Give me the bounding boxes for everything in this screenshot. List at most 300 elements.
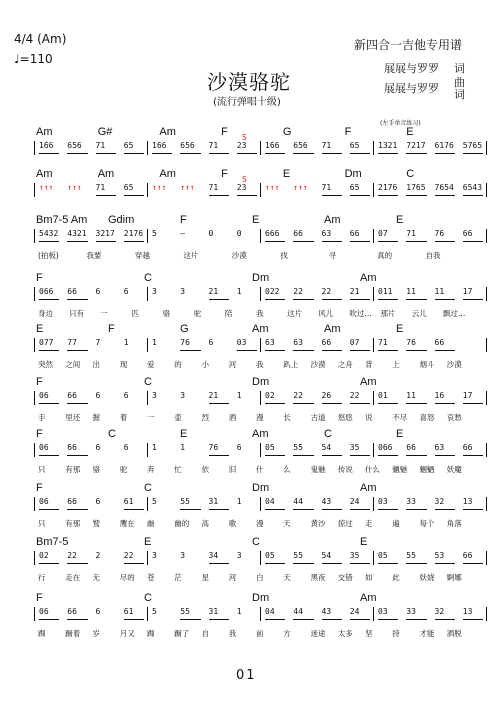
beam-line: [435, 350, 455, 351]
note-group: 66: [67, 391, 77, 400]
note-group: 666: [265, 229, 280, 238]
beam-line: [265, 153, 285, 154]
note-group: 3: [180, 551, 186, 560]
note-group: ↑↑↑: [293, 183, 308, 192]
bar-line: [260, 551, 261, 565]
beam-line: [406, 403, 426, 404]
chord-symbol: F: [221, 168, 228, 180]
note-group: 22: [123, 551, 134, 560]
beam-line: [265, 619, 285, 620]
note-group: 6: [95, 497, 101, 506]
notation-line: [0, 336, 500, 356]
beam-line: [67, 563, 87, 564]
beam-line: [67, 153, 87, 154]
lyric-syllable: 只有: [69, 309, 85, 318]
lyric-syllable: 趴上: [283, 360, 299, 369]
note-group: 71: [378, 338, 388, 347]
lyric-syllable: 传说: [337, 465, 353, 474]
lyric-syllable: 鹫: [92, 519, 100, 528]
note-group: 61: [123, 607, 134, 616]
lyric-syllable: 那片: [380, 309, 396, 318]
note-group: 71: [95, 183, 106, 192]
beam-line: [378, 619, 398, 620]
lyric-syllable: 上: [392, 360, 400, 369]
lyric-syllable: 幽的: [174, 519, 190, 528]
lyric-syllable: 天: [283, 519, 291, 528]
beam-line: [378, 153, 398, 154]
beam-line: [435, 509, 455, 510]
note-group: 54: [321, 443, 332, 452]
note-group: 33: [406, 607, 416, 616]
lyric-syllable: 握: [92, 413, 100, 422]
lyric-syllable: 沙漠: [231, 251, 247, 260]
lyric-syllable: 交错: [337, 573, 353, 582]
chord-symbol: F: [108, 323, 115, 335]
lyric-syllable: 如: [365, 573, 373, 582]
note-group: 55: [180, 607, 190, 616]
lyric-syllable: 此: [392, 573, 400, 582]
beam-line: [435, 563, 455, 564]
lyric-syllable: 这片: [183, 251, 199, 260]
note-group: 32: [434, 497, 445, 506]
beam-line: [124, 563, 144, 564]
beam-line: [350, 455, 370, 456]
chord-symbol: Am: [36, 168, 53, 180]
note-group: 1: [236, 287, 242, 296]
lyric-syllable: 烟斗: [419, 360, 435, 369]
lyric-syllable: 骆: [92, 465, 100, 474]
beam-line: [350, 299, 370, 300]
note-group: 02: [39, 551, 49, 560]
lyric-syllable: 河: [228, 360, 237, 369]
beam-line: [67, 619, 87, 620]
note-group: 21: [208, 391, 219, 400]
note-group: 1̇66: [265, 141, 280, 150]
bar-line: [486, 338, 487, 352]
lyric-syllable: 壶: [174, 413, 182, 422]
bar-line: [34, 443, 35, 457]
lyric-syllable: 奔: [147, 465, 155, 474]
note-group: 3217: [95, 229, 115, 238]
note-group: 2176: [378, 183, 398, 192]
note-group: 66: [321, 338, 332, 347]
beam-line: [293, 509, 313, 510]
chord-row: [0, 272, 500, 286]
note-group: 35: [349, 551, 360, 560]
note-group: 76: [406, 338, 416, 347]
lyric-syllable: 驼: [193, 309, 202, 318]
chord-symbol: C: [144, 272, 152, 284]
note-group: 011: [378, 287, 393, 296]
note-group: 71: [406, 229, 416, 238]
lyric-syllable: 我: [228, 629, 237, 638]
chord-symbol: C: [144, 592, 152, 604]
beam-line: [180, 153, 200, 154]
note-group: 05: [265, 443, 275, 452]
chord-symbol: Bm7-5: [36, 536, 69, 548]
lyric-syllable: 太多: [337, 629, 353, 638]
beam-line: [209, 509, 229, 510]
chord-symbol: E: [36, 323, 44, 335]
notation-line: [0, 285, 500, 305]
bar-line: [486, 229, 487, 243]
bar-line: [486, 391, 487, 405]
bar-line: [147, 338, 148, 352]
note-group: 71: [321, 141, 332, 150]
note-group: 04: [265, 607, 275, 616]
lyric-syllable: 陪: [224, 309, 233, 318]
bar-line: [486, 443, 487, 457]
note-group: 66: [462, 229, 473, 238]
chord-symbol: Dm: [252, 376, 270, 388]
lyric-syllable: 歌: [228, 519, 237, 528]
chord-symbol: Am: [360, 376, 377, 388]
note-group: 55: [293, 551, 303, 560]
note-group: 76: [180, 338, 190, 347]
chord-symbol: C: [144, 376, 152, 388]
bar-line: [373, 287, 374, 301]
note-group: 17: [462, 391, 473, 400]
chord-symbol: C: [252, 536, 260, 548]
lyric-syllable: 悠悠: [337, 413, 353, 422]
note-group: 66: [406, 443, 416, 452]
beam-line: [350, 509, 370, 510]
note-group: 4321: [67, 229, 87, 238]
chord-symbol: Am: [97, 168, 115, 180]
lyric-syllable: 鹰在: [119, 519, 135, 528]
note-group: 03: [236, 338, 247, 347]
lyric-syllable: 魍魉: [419, 465, 435, 474]
lyric-syllable: 自: [201, 629, 209, 638]
bar-line: [373, 551, 374, 565]
note-group: 06: [39, 497, 49, 506]
chord-symbol: C: [144, 482, 152, 494]
note-group: 3: [180, 391, 186, 400]
lyric-syllable: 沙漠: [310, 360, 326, 369]
beam-line: [463, 153, 483, 154]
lyric-syllable: 角落: [446, 519, 462, 528]
note-group: 066: [378, 443, 393, 452]
beam-line: [67, 350, 87, 351]
bar-line: [486, 551, 487, 565]
note-group: 24: [349, 607, 360, 616]
bar-line: [34, 391, 35, 405]
beam-line: [39, 153, 59, 154]
beam-line: [293, 455, 313, 456]
note-group: 02: [265, 391, 275, 400]
chord-symbol: Am: [324, 323, 341, 335]
beam-line: [293, 563, 313, 564]
lyric-syllable: 旧: [228, 465, 237, 474]
bar-line: [373, 141, 374, 155]
note-group: 63: [321, 229, 332, 238]
beam-line: [322, 350, 342, 351]
beam-line: [322, 455, 342, 456]
beam-line: [293, 241, 313, 242]
bar-line: [260, 183, 261, 197]
note-group: 1: [236, 391, 242, 400]
chord-symbol: F: [36, 376, 43, 388]
chord-symbol: E: [396, 323, 404, 335]
note-group: 1: [123, 338, 129, 347]
note-group: 656: [180, 141, 195, 150]
bar-line: [260, 607, 261, 621]
note-group: 31: [208, 607, 219, 616]
chord-symbol: F: [36, 272, 43, 284]
chord-symbol: Am: [252, 323, 269, 335]
note-group: 16: [434, 391, 445, 400]
note-group: 6: [95, 607, 101, 616]
bar-line: [34, 141, 35, 155]
chord-symbol: C: [406, 168, 415, 180]
beam-line: [378, 563, 398, 564]
note-group: 05: [378, 551, 388, 560]
note-group: 53: [434, 551, 445, 560]
lyric-syllable: 突然: [38, 360, 53, 369]
beam-line: [463, 563, 483, 564]
beam-line: [237, 153, 257, 154]
note-group: 6176: [434, 141, 454, 150]
lyric-syllable: 自我: [425, 251, 441, 260]
bar-line: [260, 443, 261, 457]
lyric-syllable: 走在: [65, 573, 81, 582]
bar-line: [34, 229, 35, 243]
note-group: 26: [321, 391, 332, 400]
beam-line: [265, 455, 285, 456]
note-group: 6: [208, 338, 214, 347]
chord-symbol: F: [180, 214, 187, 226]
beam-line: [265, 350, 285, 351]
lyric-syllable: 婀娜: [446, 573, 462, 582]
beam-line: [435, 153, 455, 154]
segno-mark: S: [242, 133, 247, 142]
beam-line: [39, 455, 59, 456]
lyric-syllable: 爱: [147, 360, 155, 369]
note-group: 66: [462, 443, 473, 452]
lyric-syllable: 蹰了: [174, 629, 190, 638]
lyric-syllable: 一: [100, 309, 108, 318]
chord-symbol: Am: [159, 168, 176, 180]
lyric-syllable: 河: [228, 573, 237, 582]
lyric-syllable: 月又: [119, 629, 135, 638]
note-group: 23: [236, 141, 247, 150]
note-group: 3: [152, 551, 157, 560]
chord-row: [0, 126, 500, 140]
chord-row: [0, 428, 500, 442]
note-group: 43: [321, 607, 332, 616]
lyric-syllable: 方: [283, 629, 291, 638]
beam-line: [67, 299, 87, 300]
note-group: 0: [236, 229, 242, 238]
notation-line: [0, 605, 500, 625]
lyric-syllable: 说: [365, 413, 373, 422]
lyric-syllable: 茫: [174, 573, 182, 582]
beam-line: [378, 195, 398, 196]
lyric-row: [0, 572, 500, 584]
notation-line: [0, 133, 500, 159]
lyric-syllable: 这片: [287, 309, 303, 318]
credit-lyricist-role: 词: [454, 62, 465, 75]
beam-line: [350, 241, 370, 242]
note-group: 11: [406, 287, 416, 296]
notation-line: [0, 549, 500, 569]
lyric-syllable: 现: [119, 360, 128, 369]
score-system: [0, 214, 500, 266]
note-group: –: [180, 229, 186, 238]
note-group: 6: [95, 443, 101, 452]
lyric-syllable: 骆: [162, 309, 171, 318]
beam-line: [463, 241, 483, 242]
chord-symbol: E: [396, 214, 404, 226]
chord-symbol: Dm: [252, 592, 270, 604]
note-group: 01: [378, 391, 388, 400]
lyric-syllable: 坚: [365, 629, 373, 638]
beam-line: [209, 403, 229, 404]
note-group: 43: [321, 497, 332, 506]
beam-line: [293, 350, 313, 351]
note-group: 66: [462, 551, 473, 560]
score-system: [0, 428, 500, 480]
beam-line: [124, 619, 144, 620]
chord-symbol: E: [282, 168, 291, 180]
chord-symbol: E: [252, 214, 260, 226]
lyric-syllable: 踟: [38, 629, 46, 638]
note-group: 656: [293, 141, 308, 150]
beam-line: [378, 509, 398, 510]
bar-line: [147, 607, 148, 621]
note-group: 65: [123, 141, 134, 150]
beam-line: [180, 619, 200, 620]
note-group: 23: [236, 183, 247, 192]
tempo: ♩=110: [14, 52, 53, 66]
lyric-syllable: 吹过…: [349, 309, 372, 318]
chord-row: [0, 168, 500, 182]
page-number: 01: [236, 668, 257, 683]
bar-line: [34, 551, 35, 565]
beam-line: [209, 619, 229, 620]
lyric-syllable: 苍: [147, 573, 155, 582]
chord-symbol: G: [180, 323, 189, 335]
lyric-row: [0, 308, 500, 320]
note-group: 66: [293, 229, 303, 238]
bar-line: [260, 287, 261, 301]
note-group: 5432: [39, 229, 59, 238]
lyric-syllable: 喜怒: [419, 413, 435, 422]
notation-line: [0, 495, 500, 515]
note-group: 24: [349, 497, 360, 506]
bar-line: [486, 497, 487, 511]
note-group: 32: [434, 607, 445, 616]
beam-line: [39, 350, 59, 351]
lyric-syllable: 沙漠: [446, 360, 462, 369]
bar-line: [147, 497, 148, 511]
note-group: 55: [406, 551, 416, 560]
beam-line: [322, 509, 342, 510]
note-group: 11: [406, 391, 416, 400]
beam-line: [96, 153, 116, 154]
lyric-syllable: 鬼魅: [310, 465, 326, 474]
note-group: 03: [378, 497, 388, 506]
note-group: 71: [95, 141, 106, 150]
lyric-syllable: 黑夜: [310, 573, 326, 582]
score-system: [0, 272, 500, 324]
beam-line: [406, 299, 426, 300]
lyric-syllable: 有那: [65, 519, 81, 528]
lyric-syllable: 天: [283, 573, 291, 582]
chord-symbol: C: [324, 428, 332, 440]
note-group: 33: [406, 497, 416, 506]
note-group: 66: [67, 607, 77, 616]
lyric-syllable: 只: [38, 465, 46, 474]
score-system: [0, 323, 500, 375]
lyric-syllable: 找: [280, 251, 288, 260]
beam-line: [322, 153, 342, 154]
note-group: 54: [321, 551, 332, 560]
beam-line: [237, 195, 257, 196]
chord-symbol: E: [360, 536, 368, 548]
beam-line: [322, 195, 342, 196]
beam-line: [39, 563, 59, 564]
note-group: 22: [67, 551, 77, 560]
beam-line: [67, 241, 87, 242]
bar-line: [486, 287, 487, 301]
note-group: 63: [293, 338, 303, 347]
bar-line: [373, 443, 374, 457]
lyric-syllable: 驼: [119, 465, 128, 474]
chord-symbol: Am: [324, 214, 341, 226]
lyric-row: [0, 412, 500, 424]
bar-line: [34, 338, 35, 352]
note-group: 22: [293, 287, 303, 296]
lyric-syllable: 背: [365, 360, 373, 369]
note-group: 31: [208, 497, 219, 506]
note-group: 44: [293, 497, 303, 506]
beam-line: [265, 241, 285, 242]
lyric-syllable: 掠过: [337, 519, 353, 528]
bar-line: [260, 391, 261, 405]
segno-mark: S: [242, 175, 247, 184]
note-group: 22: [349, 391, 360, 400]
lyric-syllable: 云儿: [411, 309, 427, 318]
note-group: 06: [39, 607, 49, 616]
beam-line: [350, 403, 370, 404]
bar-line: [147, 183, 148, 197]
note-group: 76: [208, 443, 219, 452]
note-group: 1: [152, 443, 157, 452]
beam-line: [350, 195, 370, 196]
note-group: 17: [462, 287, 473, 296]
lyric-row: [0, 250, 500, 262]
lyric-syllable: 着: [119, 413, 128, 422]
beam-line: [67, 455, 87, 456]
bar-line: [373, 183, 374, 197]
score-system: [0, 592, 500, 644]
note-group: 06: [39, 391, 49, 400]
note-group: 65: [123, 183, 134, 192]
bar-line: [147, 551, 148, 565]
note-group: 3: [180, 287, 186, 296]
note-group: 35: [349, 443, 360, 452]
lyric-syllable: 出: [92, 360, 100, 369]
beam-line: [67, 403, 87, 404]
lyric-syllable: 古道: [310, 413, 326, 422]
beam-line: [435, 299, 455, 300]
bar-line: [486, 141, 487, 155]
note-group: ↑↑↑: [39, 183, 54, 192]
beam-line: [209, 563, 229, 564]
note-group: 65: [349, 141, 360, 150]
lyric-syllable: 一: [147, 413, 155, 422]
